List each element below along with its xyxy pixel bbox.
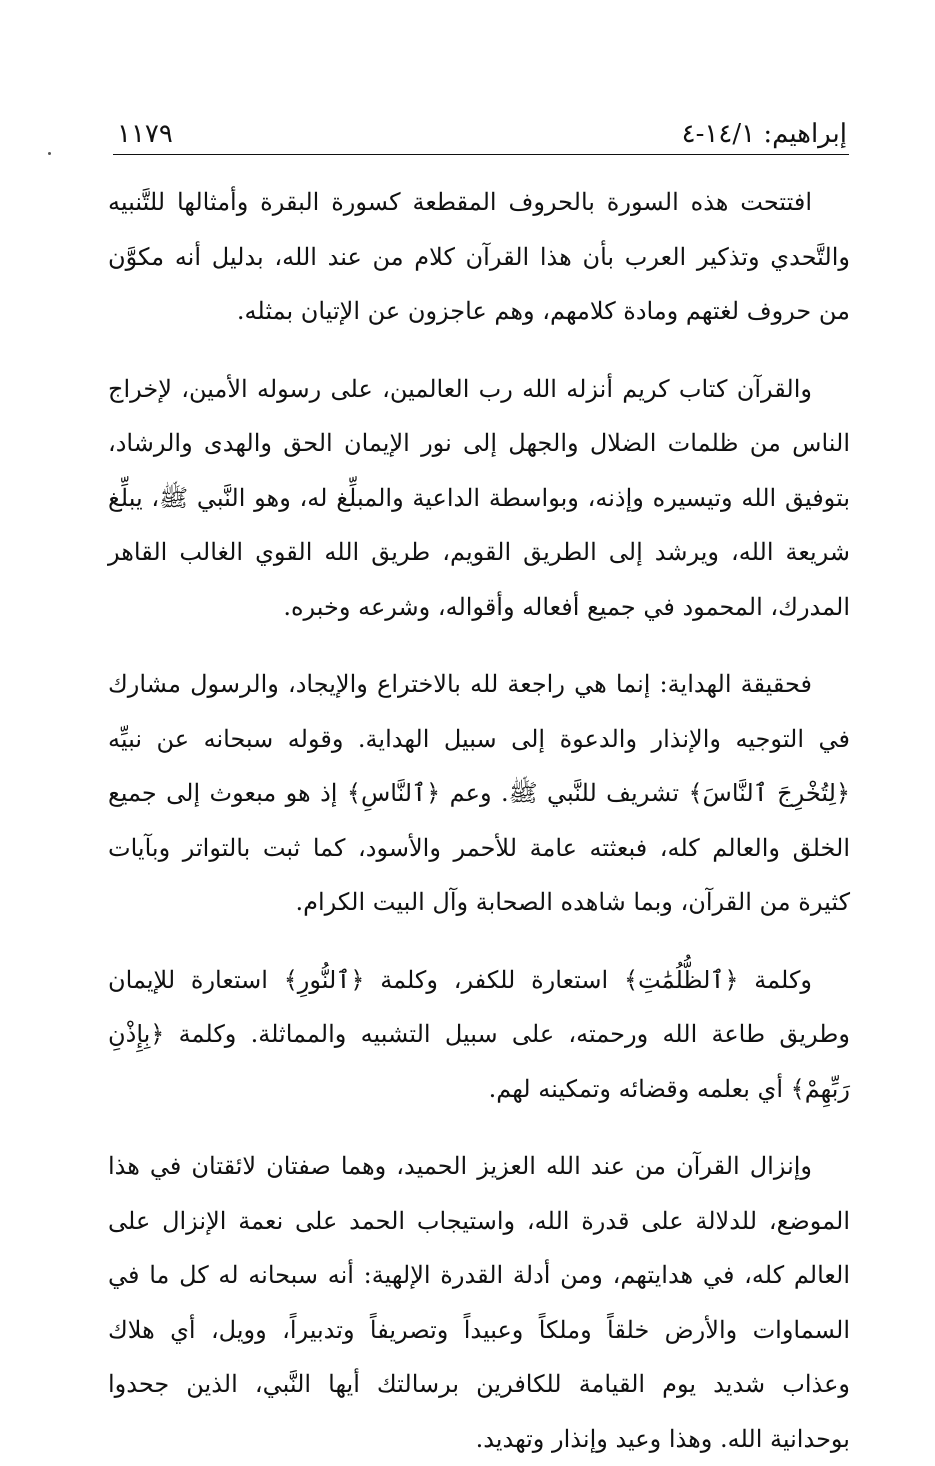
text-run: أي بعلمه وقضائه وتمكينه لهم.	[488, 1074, 791, 1103]
text-run: فحقيقة الهداية: إنما هي راجعة لله بالاختراع والإيجاد، والرسول مشارك في التوجيه والإنذار والدعوة إلى سبيل الهداية. وقوله سبحانه عن نبيِّه	[108, 670, 850, 753]
paragraph	[108, 362, 850, 635]
paragraph	[108, 1139, 850, 1466]
quran-quote: ﴿ٱلنُّورِ﴾	[283, 965, 365, 994]
text-run: افتتحت هذه السورة بالحروف المقطعة كسورة البقرة وأمثالها للتَّنبيه والتَّحدي وتذكير العرب بأن هذا القرآن كلام من عند الله، بدليل أنه مكوَّن من حروف لغتهم ومادة كلامهم، وهم عاجزون عن الإتيان بمثله.	[108, 188, 850, 325]
scan-speck	[48, 152, 51, 155]
text-run: استعارة للإيمان وطريق طاعة الله ورحمته، على سبيل التشبيه والمماثلة. وكلمة	[108, 965, 850, 1048]
text-run: والقرآن كتاب كريم أنزله الله رب العالمين، على رسوله الأمين، لإخراج الناس من ظلمات الضلال والجهل إلى نور الإيمان الحق والهدى والرشاد، بتوفيق الله وتيسيره وإذنه، وبواسطة الداعية والمبلِّغ له، وهو النَّبي ﷺ، يبلِّغ شريعة الله، ويرشد إلى الطريق القويم، طريق الله القوي الغالب القاهر المدرك، المحمود في جميع أفعاله وأقواله، وشرعه وخبره.	[108, 374, 850, 621]
body-text	[108, 175, 850, 1466]
quran-quote: ﴿ٱلظُّلُمَٰتِ﴾	[623, 965, 739, 994]
text-run: وكلمة	[738, 965, 812, 994]
text-run: تشريف للنَّبي ﷺ. وعم	[440, 779, 689, 807]
quran-quote: ﴿ٱلنَّاسِ﴾	[346, 779, 441, 807]
text-run: إذ هو مبعوث إلى جميع الخلق والعالم كله، فبعثته عامة للأحمر والأسود، كما ثبت بالتواتر وبآيات كثيرة من القرآن، وبما شاهده الصحابة وآل البيت الكرام.	[108, 779, 850, 916]
quran-quote: ﴿لِتُخْرِجَ ٱلنَّاسَ﴾	[688, 779, 851, 807]
page-number: ١١٧٩	[117, 119, 173, 149]
running-head: إبراهيم: ١٤/١-٤	[681, 119, 847, 149]
text-run: استعارة للكفر، وكلمة	[364, 965, 624, 994]
page-header	[113, 108, 849, 155]
paragraph	[108, 175, 850, 339]
paragraph	[108, 953, 850, 1117]
paragraph	[108, 657, 850, 930]
quran-quote: ﴿بِإِذْنِ رَبِّهِمْ﴾	[108, 1020, 850, 1103]
text-run: وإنزال القرآن من عند الله العزيز الحميد، وهما صفتان لائقتان في هذا الموضع، للدلالة على قدرة الله، واستيجاب الحمد على نعمة الإنزال على العالم كله، في هدايتهم، ومن أدلة القدرة الإلهية: أنه سبحانه له كل ما في السماوات والأرض خلقاً وملكاً وعبيداً وتصريفاً وتدبيراً، وويل، أي هلاك وعذاب شديد يوم القيامة للكافرين برسالتك أيها النَّبي، الذين جحدوا بوحدانية الله. وهذا وعيد وإنذار وتهديد.	[108, 1152, 850, 1453]
